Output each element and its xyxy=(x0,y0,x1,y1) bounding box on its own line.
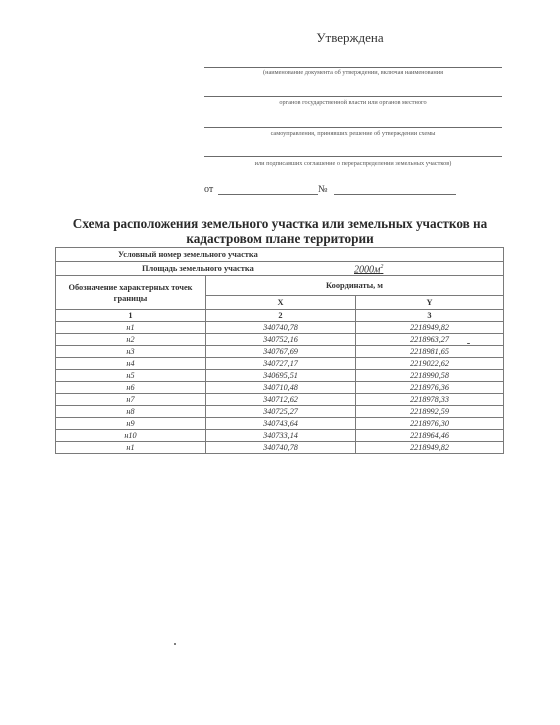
x-value: 340740,78 xyxy=(206,322,356,334)
y-value: 2218949,82 xyxy=(356,322,504,334)
point-label: н1 xyxy=(56,322,206,334)
area-unit-superscript: 2 xyxy=(380,264,384,270)
from-label: от xyxy=(204,184,214,195)
x-value: 340712,62 xyxy=(206,394,356,406)
column-number: 2 xyxy=(206,310,356,322)
coords-header: Координаты, м xyxy=(206,276,504,296)
coordinates-table xyxy=(55,247,504,454)
x-value: 340695,51 xyxy=(206,370,356,382)
point-label: н3 xyxy=(56,346,206,358)
point-label: н1 xyxy=(56,442,206,454)
table-row xyxy=(56,382,504,394)
approval-note-3: самоуправления, принявших решение об утверждении схемы xyxy=(270,130,436,137)
approval-note-1: (наименование документа об утверждении, включая наименования xyxy=(263,69,443,76)
approved-heading: Утверждена xyxy=(316,30,384,45)
y-value: 2218976,36 xyxy=(356,382,504,394)
y-header: Y xyxy=(356,296,504,310)
approval-line-4 xyxy=(204,156,502,157)
x-value: 340743,64 xyxy=(206,418,356,430)
table-row xyxy=(56,370,504,382)
approval-line-1 xyxy=(204,67,502,68)
area-label: Площадь земельного участка xyxy=(142,264,254,273)
table-row xyxy=(56,334,504,346)
column-number: 1 xyxy=(56,310,206,322)
x-value: 340752,16 xyxy=(206,334,356,346)
coords-header-row xyxy=(56,276,504,296)
table-row xyxy=(56,394,504,406)
approval-line-3 xyxy=(204,127,502,128)
table-row xyxy=(56,346,504,358)
point-label: н2 xyxy=(56,334,206,346)
table-row xyxy=(56,358,504,370)
y-value: 2218990,58 xyxy=(356,370,504,382)
point-label: н9 xyxy=(56,418,206,430)
number-label: № xyxy=(318,184,328,195)
y-value: 2218964,46 xyxy=(356,430,504,442)
column-number: 3 xyxy=(356,310,504,322)
area-value: $2000м^2$ xyxy=(354,264,384,276)
point-label: н4 xyxy=(56,358,206,370)
date-blank-line xyxy=(218,194,318,195)
y-value: 2218949,82 xyxy=(356,442,504,454)
document-title-line-1: Схема расположения земельного участка или земельных участков на xyxy=(72,216,488,231)
x-value: 340710,48 xyxy=(206,382,356,394)
x-value: 340740,78 xyxy=(206,442,356,454)
x-value: 340767,69 xyxy=(206,346,356,358)
x-value: 340725,27 xyxy=(206,406,356,418)
table-row xyxy=(56,430,504,442)
approval-note-2: органов государственной власти или органов местного xyxy=(279,99,427,106)
point-label: н10 xyxy=(56,430,206,442)
table-row xyxy=(56,418,504,430)
y-value: 2218963,27 xyxy=(356,334,504,346)
cadastral-number-label: Условный номер земельного участка xyxy=(56,248,504,262)
scan-speck xyxy=(467,343,470,344)
y-value: 2219022,62 xyxy=(356,358,504,370)
scan-speck xyxy=(174,643,176,645)
point-label: н5 xyxy=(56,370,206,382)
area-row xyxy=(56,262,504,276)
table-row xyxy=(56,322,504,334)
point-label: н7 xyxy=(56,394,206,406)
number-blank-line xyxy=(334,194,456,195)
column-numbers-row xyxy=(56,310,504,322)
y-value: 2218981,65 xyxy=(356,346,504,358)
cadastral-number-row xyxy=(56,248,504,262)
table-row xyxy=(56,406,504,418)
point-label: н6 xyxy=(56,382,206,394)
document-title-line-2: кадастровом плане территории xyxy=(186,231,374,246)
area-cell xyxy=(56,262,504,276)
x-value: 340733,14 xyxy=(206,430,356,442)
points-header: Обозначение характерных точек границы xyxy=(56,276,206,310)
document-title xyxy=(60,216,500,246)
y-value: 2218976,30 xyxy=(356,418,504,430)
approval-note-4: или подписавших соглашение о перераспределении земельных участков) xyxy=(254,160,452,167)
x-value: 340727,17 xyxy=(206,358,356,370)
approval-line-2 xyxy=(204,96,502,97)
approval-date-number-row xyxy=(204,184,504,198)
point-label: н8 xyxy=(56,406,206,418)
table-row xyxy=(56,442,504,454)
y-value: 2218992,59 xyxy=(356,406,504,418)
y-value: 2218978,33 xyxy=(356,394,504,406)
x-header: X xyxy=(206,296,356,310)
